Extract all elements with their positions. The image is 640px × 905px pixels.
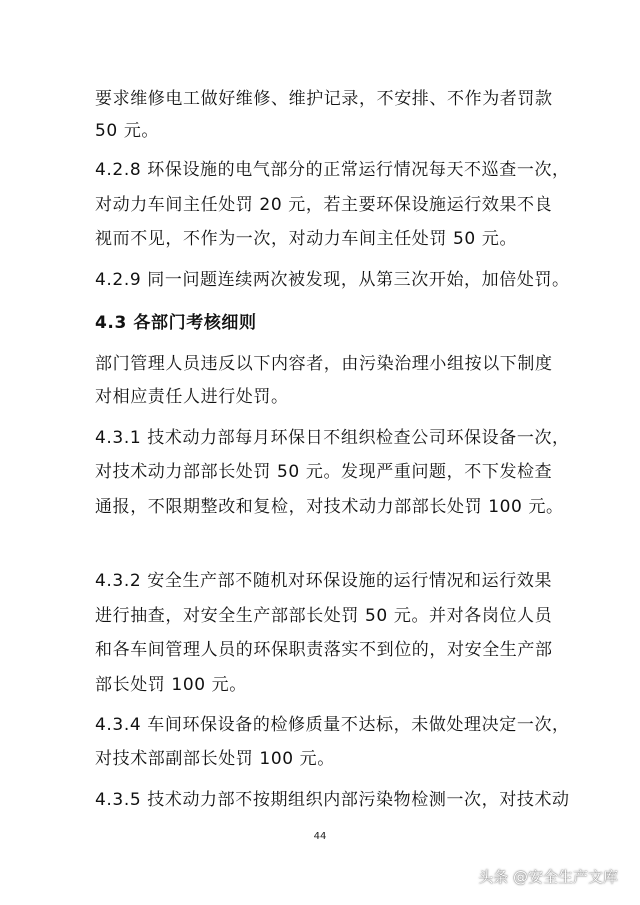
text-line: 4.3.5 技术动力部不按期组织内部污染物检测一次，对技术动	[95, 790, 570, 810]
watermark: 头条 @安全生产文库	[478, 868, 618, 886]
text-line: 视而不见，不作为一次，对动力车间主任处罚 50 元。	[95, 229, 518, 249]
text-line: 对相应责任人进行处罚。	[95, 387, 289, 407]
text-line: 4.2.8 环保设施的电气部分的正常运行情况每天不巡查一次，	[95, 160, 570, 180]
section-heading: 4.3 各部门考核细则	[95, 313, 257, 333]
text-line: 要求维修电工做好维修、维护记录，不安排、不作为者罚款	[95, 89, 553, 109]
text-line: 对动力车间主任处罚 20 元，若主要环保设施运行效果不良	[95, 195, 553, 215]
text-line: 4.2.9 同一问题连续两次被发现，从第三次开始，加倍处罚。	[95, 270, 570, 290]
text-line: 和各车间管理人员的环保职责落实不到位的，对安全生产部	[95, 640, 553, 660]
text-line: 部门管理人员违反以下内容者，由污染治理小组按以下制度	[95, 354, 553, 374]
text-line: 进行抽查，对安全生产部部长处罚 50 元。并对各岗位人员	[95, 606, 553, 626]
text-line: 4.3.2 安全生产部不随机对环保设施的运行情况和运行效果	[95, 571, 553, 591]
text-line: 对技术部副部长处罚 100 元。	[95, 749, 335, 769]
page-number: 44	[313, 831, 327, 842]
text-line: 部长处罚 100 元。	[95, 675, 247, 695]
text-line: 通报，不限期整改和复检，对技术动力部部长处罚 100 元。	[95, 497, 564, 517]
text-line: 4.3.1 技术动力部每月环保日不组织检查公司环保设备一次，	[95, 428, 570, 448]
text-line: 50 元。	[95, 121, 160, 141]
text-line: 4.3.4 车间环保设备的检修质量不达标，未做处理决定一次，	[95, 715, 570, 735]
text-line: 对技术动力部部长处罚 50 元。发现严重问题，不下发检查	[95, 462, 553, 482]
